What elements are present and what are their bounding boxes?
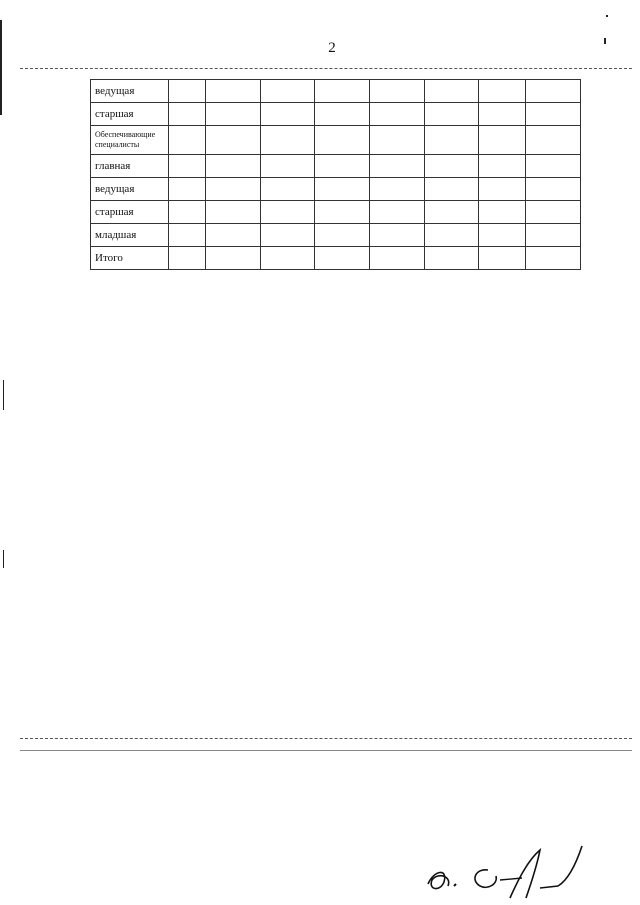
table-cell (315, 80, 370, 103)
table-row (91, 247, 581, 270)
signature-mark (418, 840, 588, 900)
table-cell (369, 224, 424, 247)
table-cell (206, 224, 261, 247)
row-label: старшая (91, 103, 169, 126)
table-cell (479, 103, 526, 126)
table-cell (424, 224, 479, 247)
table-cell (526, 178, 581, 201)
table-cell (369, 178, 424, 201)
table-cell (479, 80, 526, 103)
table-cell (169, 224, 206, 247)
table-cell (315, 224, 370, 247)
table-cell (369, 201, 424, 224)
table-cell (260, 126, 315, 155)
table-cell (169, 201, 206, 224)
table-cell (526, 224, 581, 247)
table-cell (526, 247, 581, 270)
table-cell (424, 103, 479, 126)
table-cell (315, 155, 370, 178)
table-cell (169, 126, 206, 155)
table-cell (424, 155, 479, 178)
table-cell (206, 80, 261, 103)
table-cell (260, 103, 315, 126)
table-cell (169, 155, 206, 178)
table-cell (526, 103, 581, 126)
scan-mark-right-top (604, 38, 606, 44)
table-cell (479, 126, 526, 155)
table-cell (206, 247, 261, 270)
table-cell (206, 178, 261, 201)
footer-rule-lower (20, 750, 632, 751)
table-row (91, 155, 581, 178)
table-cell (260, 201, 315, 224)
table-cell (526, 80, 581, 103)
table-cell (479, 201, 526, 224)
table-cell (206, 155, 261, 178)
table-cell (206, 126, 261, 155)
row-label: младшая (91, 224, 169, 247)
row-label: старшая (91, 201, 169, 224)
table-cell (169, 247, 206, 270)
table-cell (315, 201, 370, 224)
table-cell (479, 247, 526, 270)
table-cell (260, 80, 315, 103)
scan-mark-right-dot (606, 15, 608, 17)
table-cell (206, 103, 261, 126)
table-cell (315, 103, 370, 126)
table-cell (369, 80, 424, 103)
row-label: Обеспечивающие специалисты (91, 126, 169, 155)
table-cell (424, 201, 479, 224)
table-cell (315, 126, 370, 155)
table-row (91, 80, 581, 103)
page-number: 2 (328, 40, 336, 56)
table-cell (369, 247, 424, 270)
table-row (91, 103, 581, 126)
scan-mark-left-mid (3, 380, 4, 410)
table-cell (424, 178, 479, 201)
row-label: Итого (91, 247, 169, 270)
staffing-table (90, 79, 581, 270)
scan-mark-left-low (3, 550, 4, 568)
table-row (91, 126, 581, 155)
table-cell (424, 126, 479, 155)
table-row (91, 178, 581, 201)
table-cell (369, 155, 424, 178)
scan-mark-left-top (0, 20, 2, 115)
table-row (91, 224, 581, 247)
row-label: ведущая (91, 80, 169, 103)
table-cell (479, 178, 526, 201)
table-cell (260, 155, 315, 178)
table-cell (526, 201, 581, 224)
table-cell (169, 178, 206, 201)
table-cell (260, 178, 315, 201)
table-cell (206, 201, 261, 224)
table-cell (315, 178, 370, 201)
table-row (91, 201, 581, 224)
table-cell (526, 126, 581, 155)
footer-rule-upper (20, 738, 632, 739)
table-cell (369, 126, 424, 155)
table-cell (169, 103, 206, 126)
table-cell (526, 155, 581, 178)
table-cell (479, 155, 526, 178)
table-cell (260, 224, 315, 247)
table-cell (369, 103, 424, 126)
header-rule (20, 68, 632, 69)
row-label: ведущая (91, 178, 169, 201)
table-cell (260, 247, 315, 270)
table-cell (424, 247, 479, 270)
row-label: главная (91, 155, 169, 178)
table-cell (169, 80, 206, 103)
table-cell (315, 247, 370, 270)
table-cell (424, 80, 479, 103)
table-cell (479, 224, 526, 247)
